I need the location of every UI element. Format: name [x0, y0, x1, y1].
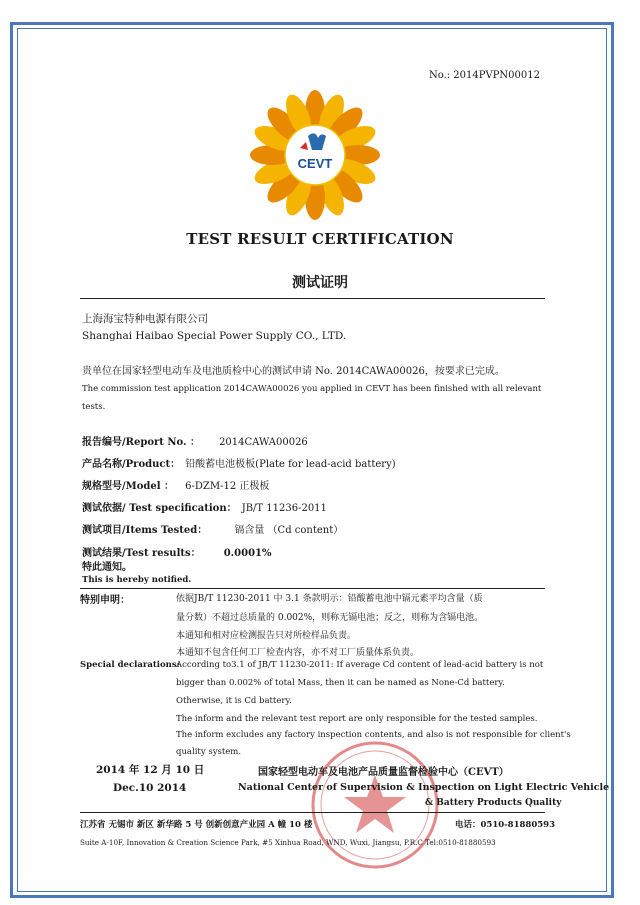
footer-divider — [80, 812, 545, 813]
issuing-center-en: National Center of Supervision & Inspection on Light Electric Vehicle — [238, 782, 610, 793]
issuing-center-zh: 国家轻型电动车及电池产品质量监督检验中心（CEVT） — [258, 767, 509, 778]
title-en: TEST RESULT CERTIFICATION — [186, 230, 454, 248]
field-label: 产品名称/Product： — [82, 459, 181, 470]
field-value: 0.0001% — [223, 548, 272, 559]
footer-phone: 电话：0510-81880593 — [455, 820, 555, 830]
field-label: 报告编号/Report No. ： — [82, 437, 200, 448]
field-label: 测试依据/ Test specification： — [82, 503, 237, 514]
notify-en: This is hereby notified. — [82, 575, 192, 585]
footer-address-zh: 江苏省 无锡市 新区 新华路 5 号 创新创意产业园 A 幢 10 楼 — [80, 820, 313, 830]
field-value: 2014CAWA00026 — [219, 437, 308, 448]
issue-date-en: Dec.10 2014 — [113, 782, 187, 794]
declaration-label-en: Special declarations: — [80, 660, 180, 670]
issuing-center-en-line2: & Battery Products Quality — [425, 798, 562, 808]
official-stamp — [305, 735, 445, 875]
title-zh: 测试证明 — [292, 275, 348, 291]
declaration-zh-line: 本通知不包含任何工厂检查内容，亦不对工厂质量体系负责。 — [176, 648, 420, 658]
field-value: JB/T 11236-2011 — [241, 503, 327, 514]
title-divider — [80, 298, 545, 299]
declaration-en-line: According to3.1 of JB/T 11230-2011: If average Cd content of lead-acid battery is not — [176, 660, 544, 670]
company-name-zh: 上海海宝特种电源有限公司 — [82, 313, 208, 325]
field-value: 铅酸蓄电池极板(Plate for lead-acid battery) — [185, 459, 396, 470]
declaration-zh-line: 本通知和相对应检测报告只对所检样品负责。 — [176, 631, 357, 641]
declaration-en-line: bigger than 0.002% of total Mass, then it can be named as None-Cd battery. — [176, 678, 505, 688]
issue-date-zh: 2014 年 12 月 10 日 — [96, 764, 205, 776]
company-name-en: Shanghai Haibao Special Power Supply CO., LTD. — [82, 330, 347, 342]
declaration-en-line: The inform excludes any factory inspection contents, and also is not responsible for client's — [176, 730, 571, 740]
declaration-zh-line: 依据JB/T 11230-2011 中 3.1 条款明示：铅酸蓄电池中镉元素平均含量（质 — [176, 594, 483, 604]
notify-zh: 特此通知。 — [82, 562, 132, 573]
logo-text: CEVT — [297, 156, 333, 171]
field-label: 规格型号/Model ： — [82, 481, 175, 492]
report-no-row — [82, 430, 308, 449]
cevt-logo — [250, 90, 380, 220]
field-value: 6-DZM-12 正极板 — [185, 481, 270, 492]
field-value: 镉含量 （Cd content） — [234, 525, 344, 536]
footer-address-en: Suite A-10F, Innovation & Creation Science Park, #5 Xinhua Road, WND, Wuxi, Jiangsu, P.R.C Tel:0510-81880593 — [80, 838, 496, 847]
declaration-zh-line: 量分数）不超过总质量的 0.002%，则称无镉电池；反之，则称为含镉电池。 — [176, 613, 484, 623]
declaration-en-line: quality system. — [176, 747, 242, 757]
product-row — [82, 452, 396, 471]
declaration-title-zh: 特别申明： — [80, 595, 130, 606]
declaration-en-line: Otherwise, it is Cd battery. — [176, 696, 292, 706]
notice-en: The commission test application 2014CAWA00026 you applied in CEVT has been finished with all relevant tests. — [82, 384, 542, 412]
certificate-number: No.: 2014PVPN00012 — [428, 70, 540, 81]
declaration-divider — [80, 588, 545, 589]
model-row — [82, 474, 269, 493]
notice-zh: 贵单位在国家轻型电动车及电池质检中心的测试申请 No. 2014CAWA00026，按要求已完成。 — [82, 366, 505, 377]
field-label: 测试项目/Items Tested： — [82, 525, 208, 536]
test-spec-row — [82, 496, 327, 515]
items-tested-row — [82, 518, 343, 537]
declaration-en-line: The inform and the relevant test report are only responsible for the tested samples. — [176, 714, 538, 724]
field-label: 测试结果/Test results： — [82, 548, 201, 559]
